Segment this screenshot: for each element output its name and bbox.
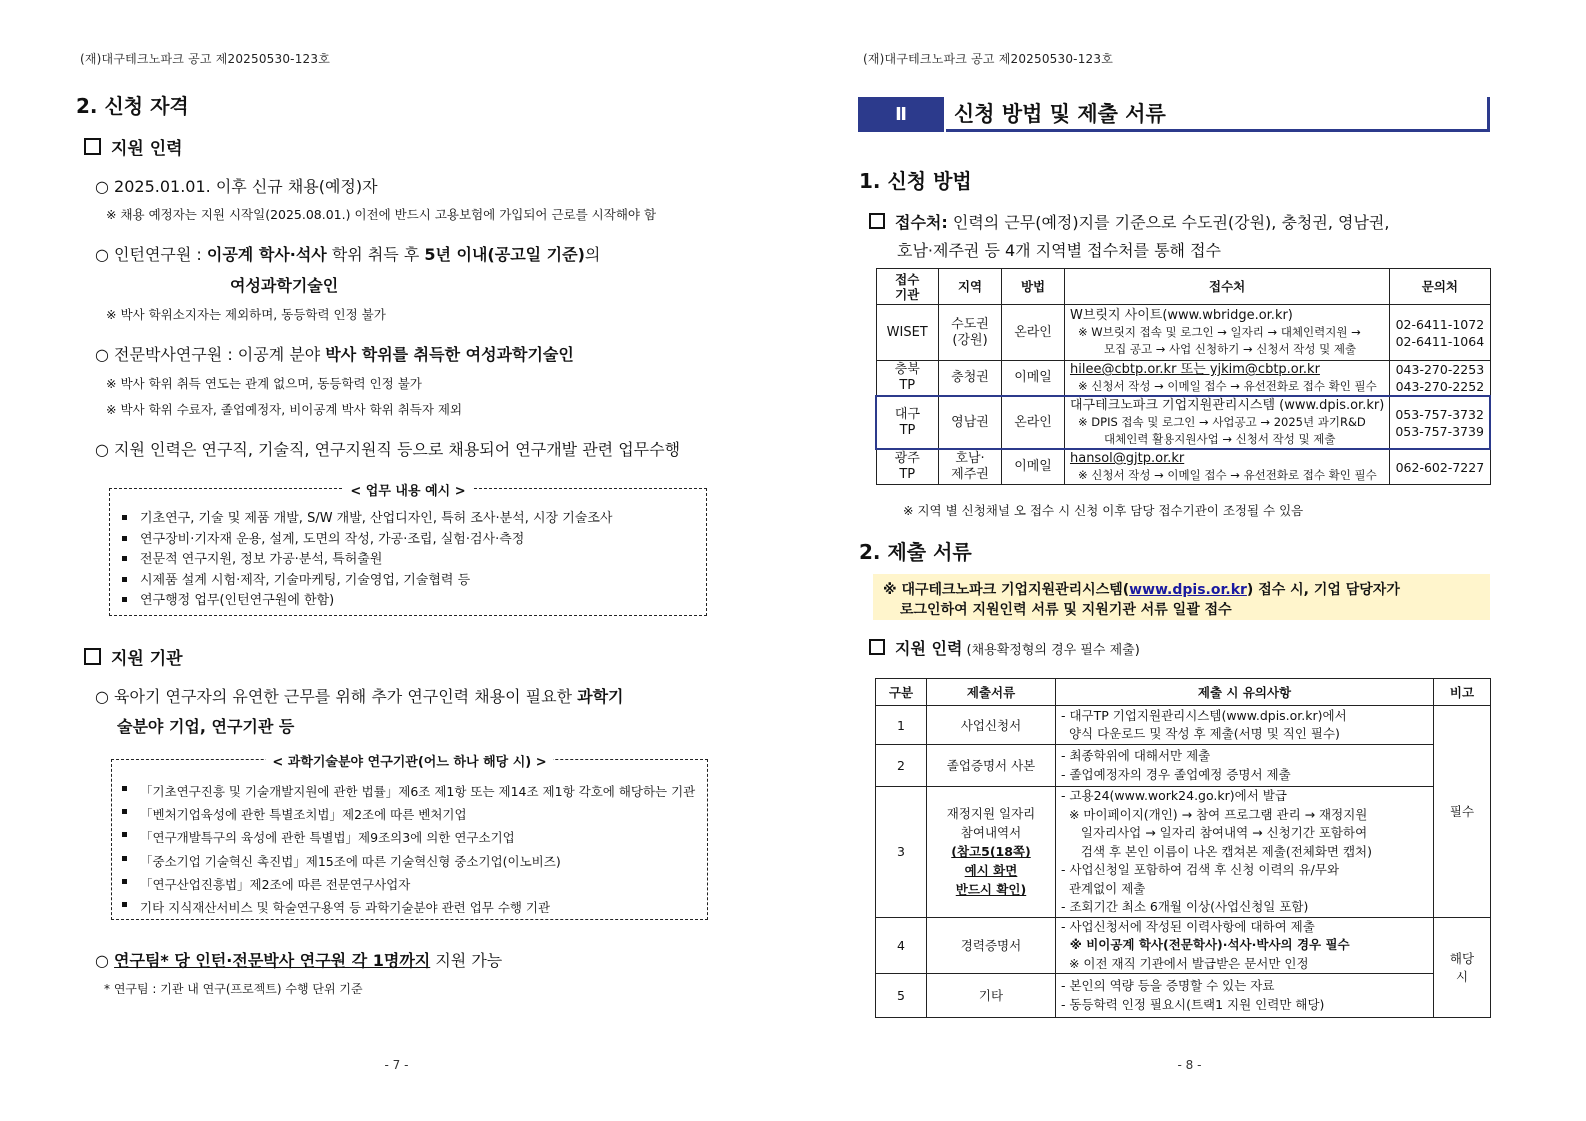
reception-place	[1064, 396, 1389, 449]
bullet-2: ○ 인턴연구원 : 이공계 학사·석사 학위 취득 후 5년 이내(공고일 기준)의	[95, 245, 601, 264]
documents-no: 3	[876, 787, 927, 918]
reception-place	[1064, 449, 1389, 485]
reception-org: 광주 TP	[876, 449, 938, 485]
documents-notes	[1056, 787, 1434, 918]
reception-place-steps: ※ 신청서 작성 → 이메일 접수 → 유선전화로 접수 확인 필수	[1077, 468, 1377, 482]
work-example-item: 연구행정 업무(인턴연구원에 한함)	[118, 591, 612, 612]
reception-row	[876, 449, 1490, 485]
documents-note-line: 관계없이 제출	[1061, 880, 1146, 896]
documents-remark: 필수	[1434, 706, 1491, 918]
work-examples-caption: < 업무 내용 예시 >	[344, 484, 471, 499]
reception-header-cell: 지역	[938, 269, 1001, 305]
work-examples-list	[118, 509, 612, 612]
reception-header-cell: 접수 기관	[876, 269, 938, 305]
work-example-item: 연구장비·기자재 운용, 설계, 도면의 작성, 가공·조립, 실험·검사·측정	[118, 530, 612, 551]
reception-region: 영남권	[938, 396, 1001, 449]
research-org-item: 「중소기업 기술혁신 촉진법」제15조에 따른 기술혁신형 중소기업(이노비즈)	[118, 850, 695, 873]
bullet-3: ○ 전문박사연구원 : 이공계 분야 박사 학위를 취득한 여성과학기술인	[95, 345, 574, 364]
documents-row	[876, 974, 1491, 1018]
chapter-banner	[858, 97, 1490, 132]
reception-table	[875, 268, 1491, 485]
research-org-list	[118, 780, 695, 919]
checkbox-square-icon	[869, 213, 885, 229]
reception-region: 충청권	[938, 361, 1001, 397]
checkbox-square-icon	[869, 639, 885, 655]
page-number: - 7 -	[384, 1058, 409, 1072]
documents-name: 경력증명서	[927, 917, 1056, 974]
documents-row	[876, 706, 1491, 745]
bullet-5: ○ 육아기 연구자의 유연한 근무를 위해 추가 연구인력 채용이 필요한 과학기	[95, 687, 624, 706]
recv-line-2: 호남·제주권 등 4개 지역별 접수처를 통해 접수	[897, 241, 1221, 260]
section-title: 2. 신청 자격	[76, 94, 189, 118]
documents-note-line: ※ 이전 재직 기관에서 발급받은 문서만 인정	[1061, 955, 1309, 971]
work-example-item: 시제품 설계 시험·제작, 기술마케팅, 기술영업, 기술협력 등	[118, 571, 612, 592]
work-example-item: 전문적 연구지원, 정보 가공·분석, 특허출원	[118, 550, 612, 571]
documents-name-note: (참고5(18쪽) 예시 화면 반드시 확인)	[951, 844, 1031, 898]
documents-table	[875, 678, 1491, 1018]
reception-contact: 043-270-2253 043-270-2252	[1390, 361, 1490, 397]
documents-note-line: - 졸업예정자의 경우 졸업예정 증명서 제출	[1061, 766, 1291, 782]
reception-region: 호남· 제주권	[938, 449, 1001, 485]
documents-name: 사업신청서	[927, 706, 1056, 745]
documents-no: 2	[876, 745, 927, 787]
box-title-staff: 지원 인력	[84, 134, 183, 159]
documents-header-cell: 제출서류	[927, 679, 1056, 706]
documents-row	[876, 917, 1491, 974]
notice-header: (재)대구테크노파크 공고 제20250530-123호	[80, 52, 331, 66]
documents-notes	[1056, 974, 1434, 1018]
reception-place-steps: ※ 신청서 작성 → 이메일 접수 → 유선전화로 접수 확인 필수	[1077, 379, 1377, 393]
documents-no: 5	[876, 974, 927, 1018]
documents-row	[876, 745, 1491, 787]
documents-notes	[1056, 917, 1434, 974]
documents-header-cell: 제출 시 유의사항	[1056, 679, 1434, 706]
research-org-box	[111, 755, 708, 920]
notice-header: (재)대구테크노파크 공고 제20250530-123호	[863, 52, 1114, 66]
chapter-title: 신청 방법 및 제출 서류	[954, 102, 1166, 126]
note-6: * 연구팀 : 기관 내 연구(프로젝트) 수행 단위 기준	[104, 982, 363, 996]
reception-contact: 02-6411-1072 02-6411-1064	[1390, 305, 1490, 361]
reception-method: 이메일	[1002, 361, 1065, 397]
documents-note-line: - 대구TP 기업지원관리시스템(www.dpis.or.kr)에서	[1061, 707, 1347, 723]
note-4: ※ 박사 학위 수료자, 졸업예정자, 비이공계 박사 학위 취득자 제외	[106, 402, 463, 417]
reception-header-cell: 방법	[1002, 269, 1065, 305]
documents-note-line: - 사업신청서에 작성된 이력사항에 대하여 제출	[1061, 918, 1315, 934]
box-title-org: 지원 기관	[84, 644, 183, 669]
subsection-docs: 2. 제출 서류	[859, 540, 972, 564]
checkbox-square-icon	[84, 138, 101, 155]
reception-place-main: hilee@cbtp.or.kr 또는 yjkim@cbtp.or.kr	[1069, 362, 1320, 377]
documents-notes	[1056, 706, 1434, 745]
research-org-item: 기타 지식재산서비스 및 학술연구용역 등 과학기술분야 관련 업무 수행 기관	[118, 896, 695, 919]
documents-note-line: ※ 마이페이지(개인) → 참여 프로그램 관리 → 재정지원	[1061, 806, 1368, 822]
dpis-notice: ※ 대구테크노파크 기업지원관리시스템(www.dpis.or.kr) 접수 시, 기업 담당자가 로그인하여 지원인력 서류 및 지원기관 서류 일괄 접수	[873, 574, 1490, 620]
research-org-item: 「벤처기업육성에 관한 특별조치법」제2조에 따른 벤처기업	[118, 803, 695, 826]
research-org-item: 「연구산업진흥법」제2조에 따른 전문연구사업자	[118, 873, 695, 896]
documents-note-line: - 동등학력 인정 필요시(트랙1 지원 인력만 해당)	[1061, 996, 1325, 1012]
documents-no: 1	[876, 706, 927, 745]
documents-header-cell: 비고	[1434, 679, 1491, 706]
reception-method: 온라인	[1002, 305, 1065, 361]
reception-contact: 062-602-7227	[1390, 449, 1490, 485]
documents-header-cell: 구분	[876, 679, 927, 706]
reception-method: 온라인	[1002, 396, 1065, 449]
note-2: ※ 박사 학위소지자는 제외하며, 동등학력 인정 불가	[106, 307, 386, 322]
reception-place-steps: 대체인력 활용지원사업 → 신청서 작성 및 제출	[1103, 432, 1336, 446]
reception-place	[1064, 361, 1389, 397]
documents-name: 졸업증명서 사본	[927, 745, 1056, 787]
reception-header-cell: 문의처	[1390, 269, 1490, 305]
reception-org: 충북 TP	[876, 361, 938, 397]
research-org-caption: < 과학기술분야 연구기관(어느 하나 해당 시) >	[266, 755, 552, 770]
documents-note-line: - 본인의 역량 등을 증명할 수 있는 자료	[1061, 978, 1275, 993]
reception-place-main[interactable]: 대구테크노파크 기업지원관리시스템 (www.dpis.or.kr)	[1069, 398, 1385, 413]
reception-place-steps: 모집 공고 → 사업 신청하기 → 신청서 작성 및 제출	[1103, 342, 1357, 356]
note-3: ※ 박사 학위 취득 연도는 관계 없으며, 동등학력 인정 불가	[106, 376, 422, 391]
research-org-item: 「기초연구진흥 및 기술개발지원에 관한 법률」제6조 제1항 또는 제14조 제1항 각호에 해당하는 기관	[118, 780, 695, 803]
documents-no: 4	[876, 917, 927, 974]
reception-contact: 053-757-3732 053-757-3739	[1390, 396, 1490, 449]
reception-region: 수도권 (강원)	[938, 305, 1001, 361]
reception-row	[876, 305, 1490, 361]
bullet-1: ○ 2025.01.01. 이후 신규 채용(예정)자	[95, 177, 378, 196]
bullet-6: ○ 연구팀* 당 인턴·전문박사 연구원 각 1명까지 지원 가능	[95, 951, 503, 970]
reception-place-steps: ※ DPIS 접속 및 로그인 → 사업공고 → 2025년 과기R&D	[1077, 415, 1366, 429]
dpis-link[interactable]: www.dpis.or.kr	[1129, 582, 1247, 598]
reception-row	[876, 396, 1490, 449]
reception-org: 대구 TP	[876, 396, 938, 449]
reception-row	[876, 361, 1490, 397]
reception-place	[1064, 305, 1389, 361]
work-examples-box	[109, 484, 707, 616]
documents-note-line: - 사업신청일 포함하여 검색 후 신청 이력의 유/무와	[1061, 862, 1340, 877]
research-org-item: 「연구개발특구의 육성에 관한 특별법」제9조의3에 의한 연구소기업	[118, 826, 695, 849]
documents-notes	[1056, 745, 1434, 787]
documents-note-line: - 조회기간 최소 6개월 이상(사업신청일 포함)	[1061, 899, 1309, 914]
work-example-item: 기초연구, 기술 및 제품 개발, S/W 개발, 산업디자인, 특허 조사·분석, 시장 기술조사	[118, 509, 612, 530]
reception-header-cell: 접수처	[1064, 269, 1389, 305]
documents-row	[876, 787, 1491, 918]
reception-note: ※ 지역 별 신청채널 오 접수 시 신청 이후 담당 접수기관이 조정될 수 있음	[903, 503, 1304, 518]
documents-note-line: 양식 다운로드 및 작성 후 제출(서명 및 직인 필수)	[1061, 726, 1340, 741]
bullet-2-line2: 여성과학기술인	[230, 276, 339, 295]
documents-note-line: - 최종학위에 대해서만 제출	[1061, 748, 1211, 763]
reception-place-main: W브릿지 사이트(www.wbridge.or.kr)	[1069, 308, 1293, 323]
subsection-apply: 1. 신청 방법	[859, 169, 972, 193]
note-1: ※ 채용 예정자는 지원 시작일(2025.08.01.) 이전에 반드시 고용보험에 가입되어 근로를 시작해야 함	[106, 207, 657, 222]
documents-note-line: ※ 비이공계 학사(전문학사)·석사·박사의 경우 필수	[1061, 937, 1350, 952]
reception-place-steps: ※ W브릿지 접속 및 로그인 → 일자리 → 대체인력지원 →	[1077, 325, 1361, 339]
reception-place-main: hansol@gjtp.or.kr	[1069, 451, 1185, 466]
reception-method: 이메일	[1002, 449, 1065, 485]
documents-note-line: 검색 후 본인 이름이 나온 캡쳐본 제출(전체화면 캡처)	[1061, 843, 1373, 859]
reception-org: WISET	[876, 305, 938, 361]
checkbox-square-icon	[84, 648, 101, 665]
page-number: - 8 -	[1177, 1058, 1202, 1072]
box-title-docs: 지원 인력 (채용확정형의 경우 필수 제출)	[869, 636, 1140, 659]
recv-line-1: 접수처: 인력의 근무(예정)지를 기준으로 수도권(강원), 충청권, 영남권,	[869, 210, 1389, 233]
page-8	[793, 0, 1586, 1121]
documents-remark: 해당 시	[1434, 917, 1491, 1018]
documents-name: 기타	[927, 974, 1056, 1018]
documents-name: 재정지원 일자리 참여내역서 (참고5(18쪽) 예시 화면 반드시 확인)	[927, 787, 1056, 918]
bullet-4: ○ 지원 인력은 연구직, 기술직, 연구지원직 등으로 채용되어 연구개발 관련 업무수행	[95, 440, 681, 459]
documents-note-line: - 고용24(www.work24.go.kr)에서 발급	[1061, 788, 1287, 803]
documents-note-line: 일자리사업 → 일자리 참여내역 → 신청기간 포함하여	[1061, 825, 1368, 840]
bullet-5-line2: 술분야 기업, 연구기관 등	[117, 717, 295, 736]
chapter-number: Ⅱ	[858, 97, 944, 132]
